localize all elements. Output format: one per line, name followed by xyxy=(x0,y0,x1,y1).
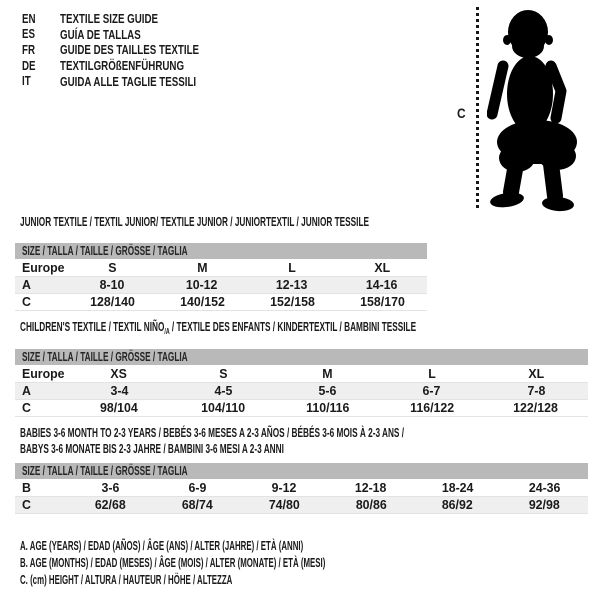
table-body xyxy=(15,260,427,311)
table-cell: 5-6 xyxy=(318,383,337,398)
table-cell: 122/128 xyxy=(513,400,559,415)
table-row-a xyxy=(15,383,588,400)
table-cell: 9-12 xyxy=(271,480,297,495)
table-cell: 12-13 xyxy=(276,277,308,292)
table-cell: 116/122 xyxy=(409,400,454,415)
table-cell: 80/86 xyxy=(355,497,387,512)
table-row-europe xyxy=(15,260,427,277)
table-size-header xyxy=(15,349,588,365)
table-row-a xyxy=(15,277,427,294)
language-code: DE xyxy=(22,57,36,73)
language-label: GUIDE DES TAILLES TEXTILE xyxy=(60,42,200,58)
language-row-fr xyxy=(22,42,245,58)
table-title xyxy=(15,425,588,457)
language-row-es xyxy=(22,27,245,43)
row-label: Europe xyxy=(22,260,65,275)
legend-line-c: C. (cm) HEIGHT / ALTURA / HAUTEUR / HÖHE / ALTEZZA xyxy=(20,573,233,588)
table-row-c xyxy=(15,400,588,417)
row-label: C xyxy=(22,400,31,415)
table-cell: XL xyxy=(528,366,544,381)
table-cell: 68/74 xyxy=(181,497,213,512)
table-cell: 158/170 xyxy=(359,294,405,309)
table-title-text: BABYS 3-6 MONATE BIS 2-3 JAHRE / BAMBINI 3-6 MESI A 2-3 ANNI xyxy=(20,442,284,456)
table-title-text: JUNIOR TEXTILE / TEXTIL JUNIOR/ TEXTILE JUNIOR / JUNIORTEXTIL / JUNIOR TESSILE xyxy=(20,215,369,229)
table-cell: S xyxy=(219,366,228,381)
table-cell: 128/140 xyxy=(89,294,135,309)
table-title xyxy=(15,320,588,335)
table-cell: 12-18 xyxy=(355,480,387,495)
table-cell: 4-5 xyxy=(214,383,233,398)
language-row-en xyxy=(22,11,245,27)
toddler-silhouette-icon xyxy=(487,6,579,212)
language-code: EN xyxy=(22,10,36,26)
legend-line-a: A. AGE (YEARS) / EDAD (AÑOS) / ÂGE (ANS) / ALTER (JAHRE) / ETÀ (ANNI) xyxy=(20,539,304,553)
table-cell: XS xyxy=(110,366,128,381)
table-row-c xyxy=(15,497,588,514)
size-header-label: SIZE / TALLA / TAILLE / GRÖSSE / TAGLIA xyxy=(22,244,188,258)
table-cell: 110/116 xyxy=(305,400,350,415)
table-size-header xyxy=(15,243,427,259)
table-cell: L xyxy=(427,366,436,381)
table-title-text: CHILDREN'S TEXTILE / TEXTIL NIÑO xyxy=(20,320,165,334)
table-cell: S xyxy=(107,260,117,275)
row-label: C xyxy=(22,294,31,309)
table-cell: 6-7 xyxy=(422,383,441,398)
table-title xyxy=(15,215,427,229)
table-cell: 3-6 xyxy=(101,480,120,495)
language-label: GUIDA ALLE TAGLIE TESSILI xyxy=(60,73,197,89)
table-cell: 7-8 xyxy=(526,383,545,398)
junior-textile-table xyxy=(15,215,427,311)
measurement-legend xyxy=(20,537,505,589)
table-body xyxy=(15,366,588,417)
language-label: GUÍA DE TALLAS xyxy=(60,26,141,42)
height-measure-line xyxy=(476,7,479,208)
table-title-subscript: /A xyxy=(164,327,170,336)
legend-line-b: B. AGE (MONTHS) / EDAD (MESES) / ÂGE (MOIS) / ALTER (MONATE) / ETÀ (MESI) xyxy=(20,556,326,571)
row-label: A xyxy=(22,277,31,292)
row-label: Europe xyxy=(22,366,65,381)
table-cell: L xyxy=(288,260,296,275)
table-cell: 104/110 xyxy=(201,400,246,415)
babies-textile-table xyxy=(15,425,588,514)
table-row-b xyxy=(15,480,588,497)
language-list xyxy=(22,11,245,89)
table-cell: 10-12 xyxy=(186,277,218,292)
table-cell: 74/80 xyxy=(268,497,300,512)
table-body xyxy=(15,480,588,514)
language-code: ES xyxy=(22,26,36,42)
language-code: FR xyxy=(22,41,36,57)
table-row-c xyxy=(15,294,427,311)
table-size-header xyxy=(15,463,588,479)
table-cell: 8-10 xyxy=(99,277,125,292)
table-cell: 140/152 xyxy=(179,294,225,309)
table-title-text: / TEXTILE DES ENFANTS / KINDERTEXTIL / BAMBINI TESSILE xyxy=(169,320,417,334)
table-title-text: BABIES 3-6 MONTH TO 2-3 YEARS / BEBÉS 3-6 MESES A 2-3 AÑOS / BÉBÉS 3-6 MOIS À 2-3 ANS / xyxy=(20,426,405,440)
table-cell: 14-16 xyxy=(366,277,398,292)
row-label: B xyxy=(22,480,31,495)
children-textile-table xyxy=(15,320,588,417)
table-cell: M xyxy=(322,366,333,381)
language-label: TEXTILGRÖßENFÜHRUNG xyxy=(60,58,185,74)
table-cell: 24-36 xyxy=(528,480,561,495)
row-label: C xyxy=(22,497,31,512)
size-header-label: SIZE / TALLA / TAILLE / GRÖSSE / TAGLIA xyxy=(22,350,188,364)
table-cell: 6-9 xyxy=(188,480,207,495)
table-cell: 62/68 xyxy=(94,497,126,512)
height-measure-label: C xyxy=(457,105,466,121)
size-header-label: SIZE / TALLA / TAILLE / GRÖSSE / TAGLIA xyxy=(22,464,188,478)
language-row-de xyxy=(22,58,245,74)
language-code: IT xyxy=(22,73,31,89)
language-row-it xyxy=(22,73,245,89)
table-cell: 98/104 xyxy=(100,400,138,415)
language-label: TEXTILE SIZE GUIDE xyxy=(60,11,159,27)
row-label: A xyxy=(22,383,31,398)
table-cell: 3-4 xyxy=(110,383,129,398)
table-cell: 86/92 xyxy=(442,497,474,512)
table-cell: M xyxy=(196,260,208,275)
table-row-europe xyxy=(15,366,588,383)
table-cell: 92/98 xyxy=(529,497,561,512)
table-cell: 152/158 xyxy=(269,294,315,309)
table-cell: XL xyxy=(374,260,390,275)
table-cell: 18-24 xyxy=(441,480,474,495)
